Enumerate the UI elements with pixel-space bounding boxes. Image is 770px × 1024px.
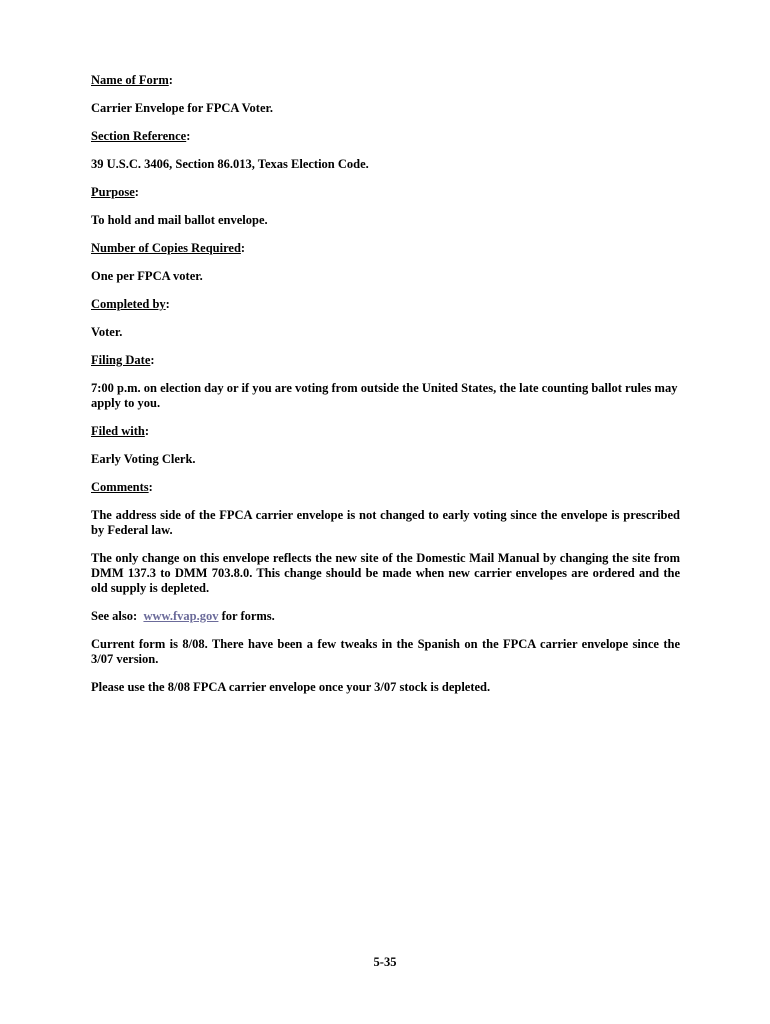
- filed-with-value: Early Voting Clerk.: [91, 452, 196, 466]
- section-reference-label: Section Reference: [91, 129, 187, 143]
- filing-date-label: Filing Date: [91, 353, 151, 367]
- fvap-link[interactable]: www.fvap.gov: [143, 609, 219, 623]
- section-reference-heading: Section Reference:: [91, 129, 191, 143]
- filing-date-value: 7:00 p.m. on election day or if you are voting from outside the United States, the late counting ballot rules may apply to you.: [91, 381, 678, 410]
- name-of-form-heading: Name of Form:: [91, 73, 173, 87]
- filing-date-heading: Filing Date:: [91, 353, 155, 367]
- name-of-form-label: Name of Form: [91, 73, 169, 87]
- copies-required-value: One per FPCA voter.: [91, 269, 203, 283]
- filed-with-heading: Filed with:: [91, 424, 149, 438]
- purpose-value: To hold and mail ballot envelope.: [91, 213, 268, 227]
- completed-by-value: Voter.: [91, 325, 123, 339]
- completed-by-label: Completed by: [91, 297, 166, 311]
- copies-required-heading: Number of Copies Required:: [91, 241, 246, 255]
- comment-paragraph: Please use the 8/08 FPCA carrier envelope once your 3/07 stock is depleted.: [91, 680, 491, 694]
- purpose-label: Purpose: [91, 185, 135, 199]
- see-also-paragraph: [91, 609, 680, 624]
- comment-paragraph: The address side of the FPCA carrier envelope is not changed to early voting since the envelope is prescribed by Federal law.: [91, 508, 680, 537]
- comment-paragraph: Current form is 8/08. There have been a few tweaks in the Spanish on the FPCA carrier envelope since the 3/07 version.: [91, 637, 680, 666]
- document-body: [91, 73, 680, 708]
- copies-required-label: Number of Copies Required: [91, 241, 241, 255]
- see-also-suffix: for forms.: [221, 609, 275, 623]
- section-reference-value: 39 U.S.C. 3406, Section 86.013, Texas Election Code.: [91, 157, 369, 171]
- filed-with-label: Filed with: [91, 424, 145, 438]
- completed-by-heading: Completed by:: [91, 297, 170, 311]
- see-also-prefix: See also:: [91, 609, 138, 623]
- comments-heading: Comments:: [91, 480, 153, 494]
- comments-label: Comments: [91, 480, 149, 494]
- page-number: 5-35: [373, 955, 397, 969]
- comment-paragraph: The only change on this envelope reflects the new site of the Domestic Mail Manual by changing the site from DMM 137.3 to DMM 703.8.0. This change should be made when new carrier envelopes are ordered and the old supply is depleted.: [91, 551, 680, 595]
- name-of-form-value: Carrier Envelope for FPCA Voter.: [91, 101, 274, 115]
- purpose-heading: Purpose:: [91, 185, 139, 199]
